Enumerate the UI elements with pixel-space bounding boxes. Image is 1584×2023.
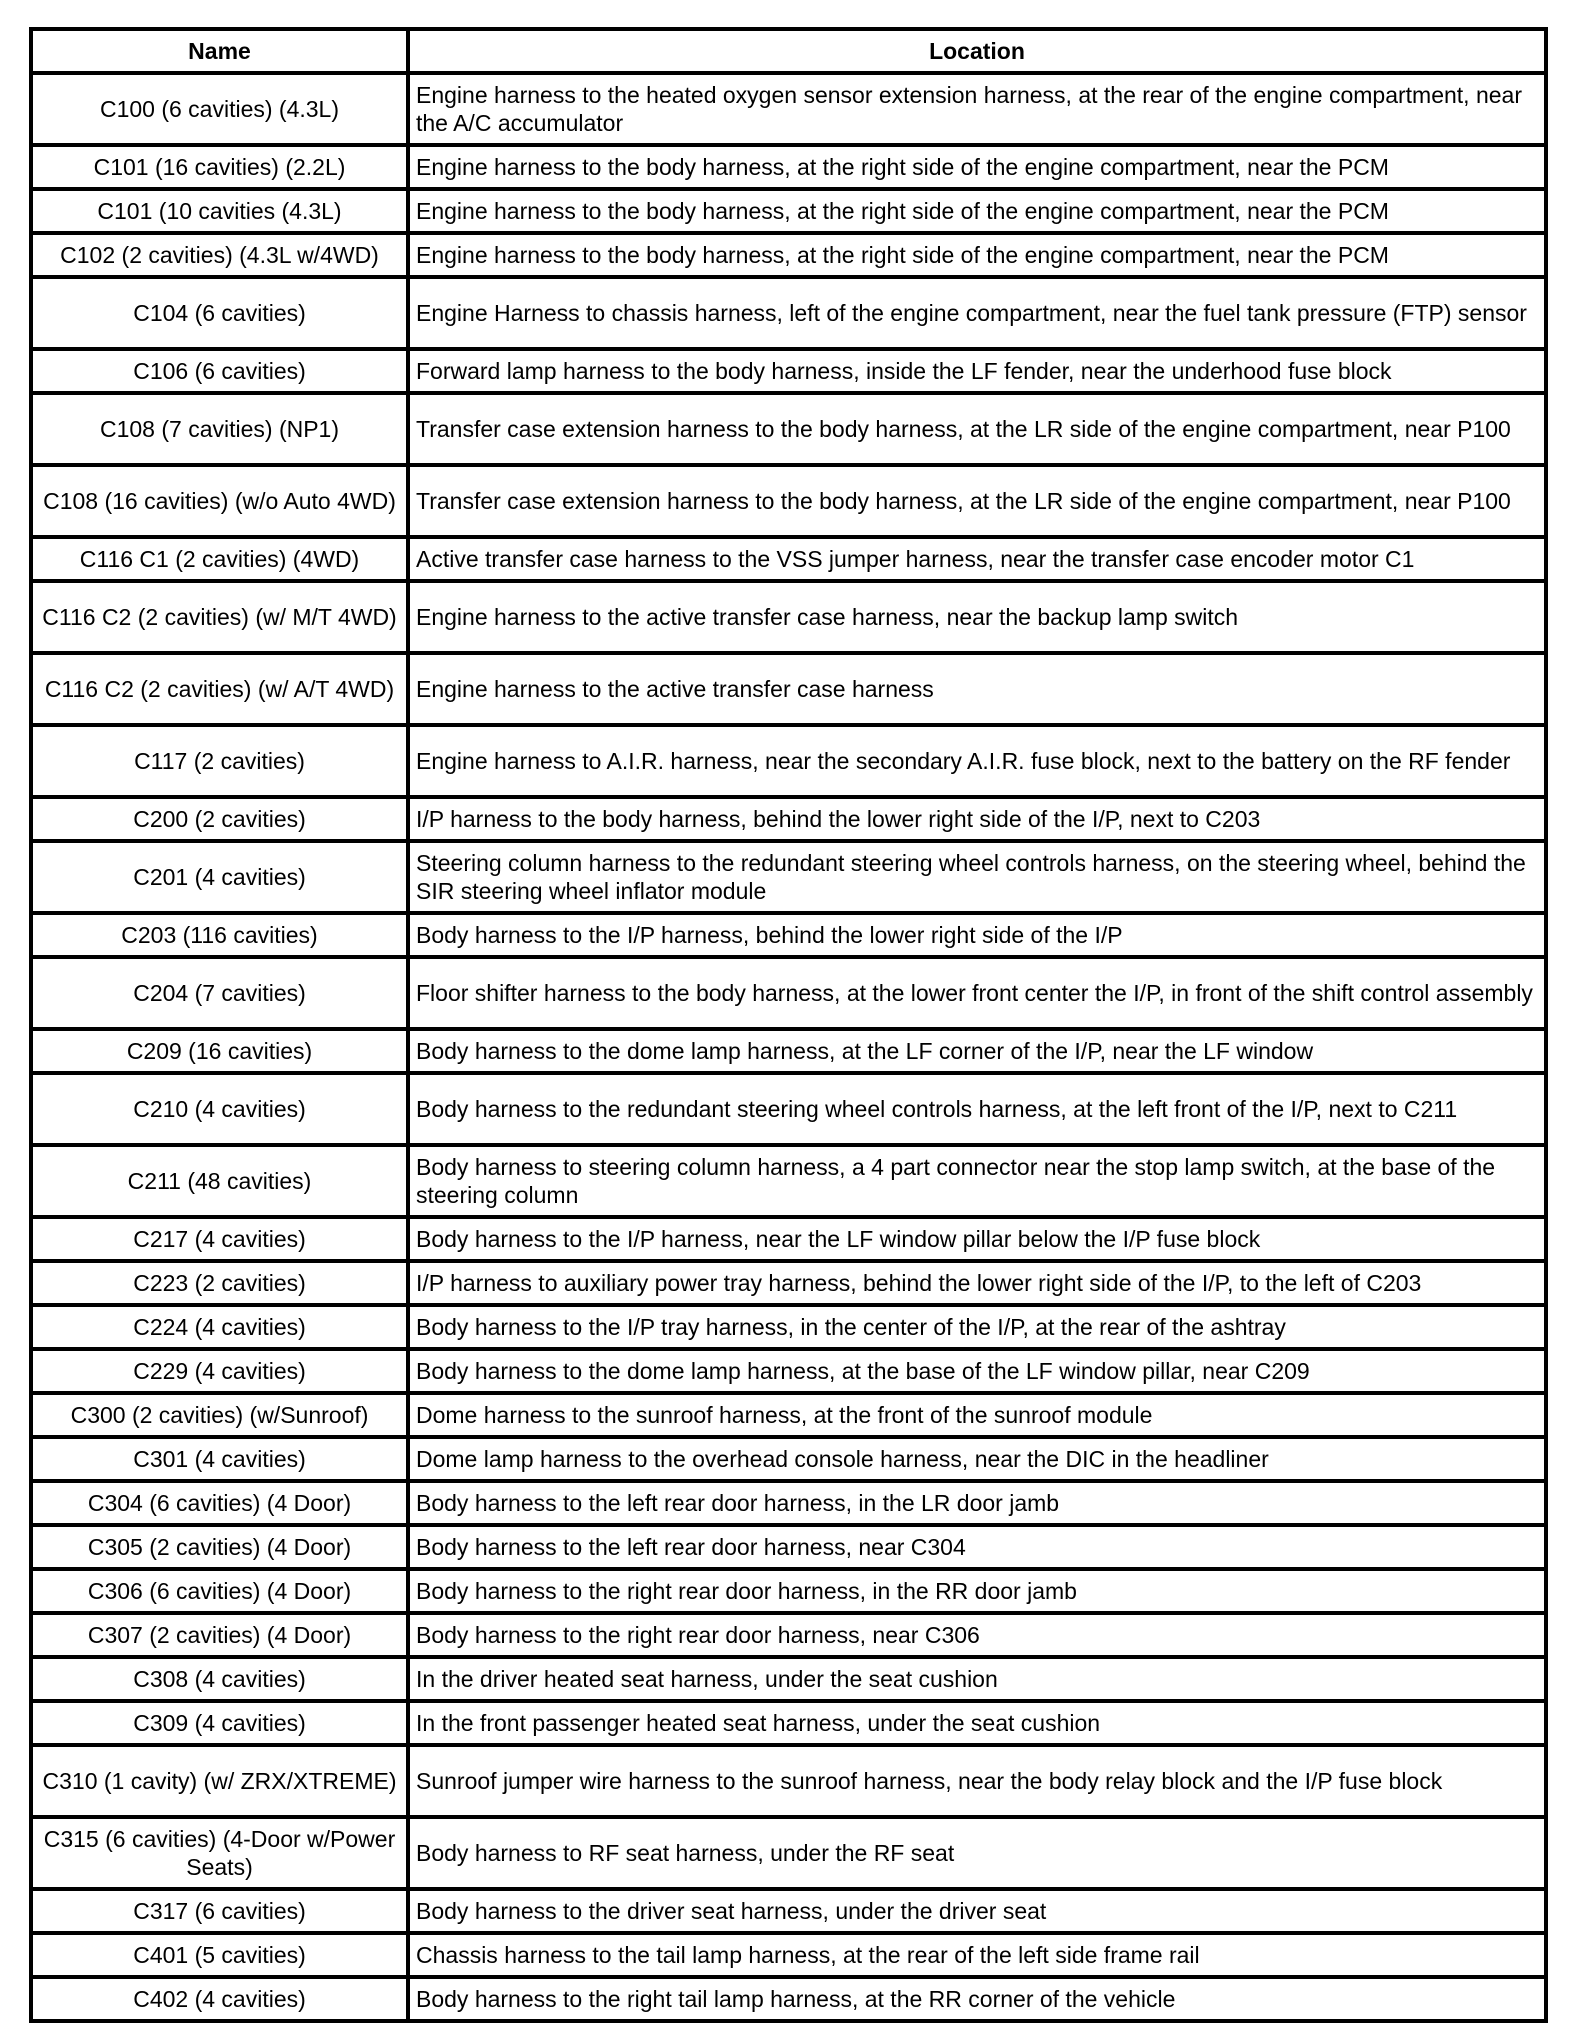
connector-location-cell: Body harness to the I/P tray harness, in the center of the I/P, at the rear of the ashtray [408,1305,1546,1349]
connector-location-cell: Engine harness to A.I.R. harness, near the secondary A.I.R. fuse block, next to the battery on the RF fender [408,725,1546,797]
connector-location-cell: Transfer case extension harness to the body harness, at the LR side of the engine compartment, near P100 [408,465,1546,537]
table-row [31,1437,1546,1481]
connector-name-cell: C117 (2 cavities) [31,725,408,797]
table-row [31,189,1546,233]
connector-location-cell: Engine harness to the body harness, at the right side of the engine compartment, near the PCM [408,189,1546,233]
table-row [31,277,1546,349]
connector-location-cell: Floor shifter harness to the body harness, at the lower front center the I/P, in front of the shift control assembly [408,957,1546,1029]
connector-location-cell: In the front passenger heated seat harness, under the seat cushion [408,1701,1546,1745]
table-row [31,1217,1546,1261]
connector-name-cell: C224 (4 cavities) [31,1305,408,1349]
connector-name-cell: C108 (7 cavities) (NP1) [31,393,408,465]
connector-location-cell: Body harness to steering column harness, a 4 part connector near the stop lamp switch, at the base of the steering column [408,1145,1546,1217]
table-row [31,1817,1546,1889]
connector-name-cell: C104 (6 cavities) [31,277,408,349]
table-row [31,797,1546,841]
connector-location-cell: Engine harness to the body harness, at the right side of the engine compartment, near the PCM [408,233,1546,277]
table-row [31,1393,1546,1437]
connector-name-cell: C315 (6 cavities) (4-Door w/Power Seats) [31,1817,408,1889]
table-row [31,841,1546,913]
table-row [31,1745,1546,1817]
table-row [31,1613,1546,1657]
table-row [31,1305,1546,1349]
connector-table [29,27,1548,2023]
connector-name-cell: C308 (4 cavities) [31,1657,408,1701]
connector-location-cell: Forward lamp harness to the body harness, inside the LF fender, near the underhood fuse block [408,349,1546,393]
table-row [31,653,1546,725]
table-row [31,1657,1546,1701]
table-row [31,73,1546,145]
connector-location-sheet [29,27,1544,2023]
table-row [31,1889,1546,1933]
connector-location-cell: Body harness to the right rear door harness, near C306 [408,1613,1546,1657]
connector-name-cell: C310 (1 cavity) (w/ ZRX/XTREME) [31,1745,408,1817]
connector-name-cell: C209 (16 cavities) [31,1029,408,1073]
connector-name-cell: C401 (5 cavities) [31,1933,408,1977]
connector-name-cell: C300 (2 cavities) (w/Sunroof) [31,1393,408,1437]
connector-location-cell: Engine harness to the heated oxygen sensor extension harness, at the rear of the engine compartment, near the A/C accumulator [408,73,1546,145]
connector-location-cell: Engine Harness to chassis harness, left of the engine compartment, near the fuel tank pressure (FTP) sensor [408,277,1546,349]
connector-location-cell: Chassis harness to the tail lamp harness, at the rear of the left side frame rail [408,1933,1546,1977]
connector-location-cell: I/P harness to the body harness, behind the lower right side of the I/P, next to C203 [408,797,1546,841]
connector-name-cell: C223 (2 cavities) [31,1261,408,1305]
connector-location-cell: Body harness to the left rear door harness, in the LR door jamb [408,1481,1546,1525]
connector-location-cell: Dome harness to the sunroof harness, at the front of the sunroof module [408,1393,1546,1437]
table-row [31,233,1546,277]
connector-location-cell: Body harness to the dome lamp harness, at the LF corner of the I/P, near the LF window [408,1029,1546,1073]
table-row [31,725,1546,797]
column-header-name: Name [31,29,408,73]
table-row [31,465,1546,537]
connector-name-cell: C102 (2 cavities) (4.3L w/4WD) [31,233,408,277]
connector-name-cell: C211 (48 cavities) [31,1145,408,1217]
connector-location-cell: Body harness to the right rear door harness, in the RR door jamb [408,1569,1546,1613]
table-row [31,1145,1546,1217]
table-row [31,1977,1546,2021]
table-body [31,73,1546,2021]
connector-name-cell: C116 C2 (2 cavities) (w/ M/T 4WD) [31,581,408,653]
connector-location-cell: Body harness to the driver seat harness, under the driver seat [408,1889,1546,1933]
connector-location-cell: Active transfer case harness to the VSS jumper harness, near the transfer case encoder motor C1 [408,537,1546,581]
table-row [31,1481,1546,1525]
connector-location-cell: Dome lamp harness to the overhead console harness, near the DIC in the headliner [408,1437,1546,1481]
connector-location-cell: Engine harness to the body harness, at the right side of the engine compartment, near the PCM [408,145,1546,189]
table-row [31,1569,1546,1613]
connector-name-cell: C307 (2 cavities) (4 Door) [31,1613,408,1657]
connector-location-cell: I/P harness to auxiliary power tray harness, behind the lower right side of the I/P, to the left of C203 [408,1261,1546,1305]
connector-name-cell: C229 (4 cavities) [31,1349,408,1393]
table-row [31,1701,1546,1745]
connector-name-cell: C305 (2 cavities) (4 Door) [31,1525,408,1569]
connector-location-cell: Transfer case extension harness to the body harness, at the LR side of the engine compartment, near P100 [408,393,1546,465]
column-header-location: Location [408,29,1546,73]
connector-name-cell: C200 (2 cavities) [31,797,408,841]
connector-name-cell: C309 (4 cavities) [31,1701,408,1745]
connector-name-cell: C201 (4 cavities) [31,841,408,913]
connector-location-cell: Engine harness to the active transfer case harness [408,653,1546,725]
table-row [31,957,1546,1029]
table-row [31,581,1546,653]
table-header-row [31,29,1546,73]
connector-name-cell: C317 (6 cavities) [31,1889,408,1933]
connector-location-cell: Body harness to the I/P harness, near the LF window pillar below the I/P fuse block [408,1217,1546,1261]
connector-name-cell: C116 C2 (2 cavities) (w/ A/T 4WD) [31,653,408,725]
connector-name-cell: C203 (116 cavities) [31,913,408,957]
connector-location-cell: Body harness to the left rear door harness, near C304 [408,1525,1546,1569]
table-row [31,1933,1546,1977]
connector-name-cell: C100 (6 cavities) (4.3L) [31,73,408,145]
connector-name-cell: C301 (4 cavities) [31,1437,408,1481]
connector-name-cell: C306 (6 cavities) (4 Door) [31,1569,408,1613]
connector-location-cell: In the driver heated seat harness, under the seat cushion [408,1657,1546,1701]
table-row [31,145,1546,189]
connector-name-cell: C108 (16 cavities) (w/o Auto 4WD) [31,465,408,537]
connector-name-cell: C217 (4 cavities) [31,1217,408,1261]
table-row [31,913,1546,957]
connector-name-cell: C101 (10 cavities (4.3L) [31,189,408,233]
connector-location-cell: Body harness to the I/P harness, behind the lower right side of the I/P [408,913,1546,957]
table-row [31,1525,1546,1569]
connector-location-cell: Sunroof jumper wire harness to the sunroof harness, near the body relay block and the I/P fuse block [408,1745,1546,1817]
connector-name-cell: C204 (7 cavities) [31,957,408,1029]
connector-name-cell: C101 (16 cavities) (2.2L) [31,145,408,189]
connector-location-cell: Engine harness to the active transfer case harness, near the backup lamp switch [408,581,1546,653]
table-row [31,1073,1546,1145]
table-row [31,1029,1546,1073]
table-row [31,537,1546,581]
connector-name-cell: C210 (4 cavities) [31,1073,408,1145]
connector-location-cell: Body harness to the redundant steering wheel controls harness, at the left front of the I/P, next to C211 [408,1073,1546,1145]
connector-name-cell: C106 (6 cavities) [31,349,408,393]
connector-location-cell: Body harness to the dome lamp harness, at the base of the LF window pillar, near C209 [408,1349,1546,1393]
table-row [31,393,1546,465]
table-row [31,1261,1546,1305]
connector-name-cell: C116 C1 (2 cavities) (4WD) [31,537,408,581]
connector-name-cell: C402 (4 cavities) [31,1977,408,2021]
connector-name-cell: C304 (6 cavities) (4 Door) [31,1481,408,1525]
connector-location-cell: Body harness to RF seat harness, under the RF seat [408,1817,1546,1889]
table-row [31,1349,1546,1393]
connector-location-cell: Body harness to the right tail lamp harness, at the RR corner of the vehicle [408,1977,1546,2021]
table-row [31,349,1546,393]
connector-location-cell: Steering column harness to the redundant steering wheel controls harness, on the steering wheel, behind the SIR steering wheel inflator module [408,841,1546,913]
